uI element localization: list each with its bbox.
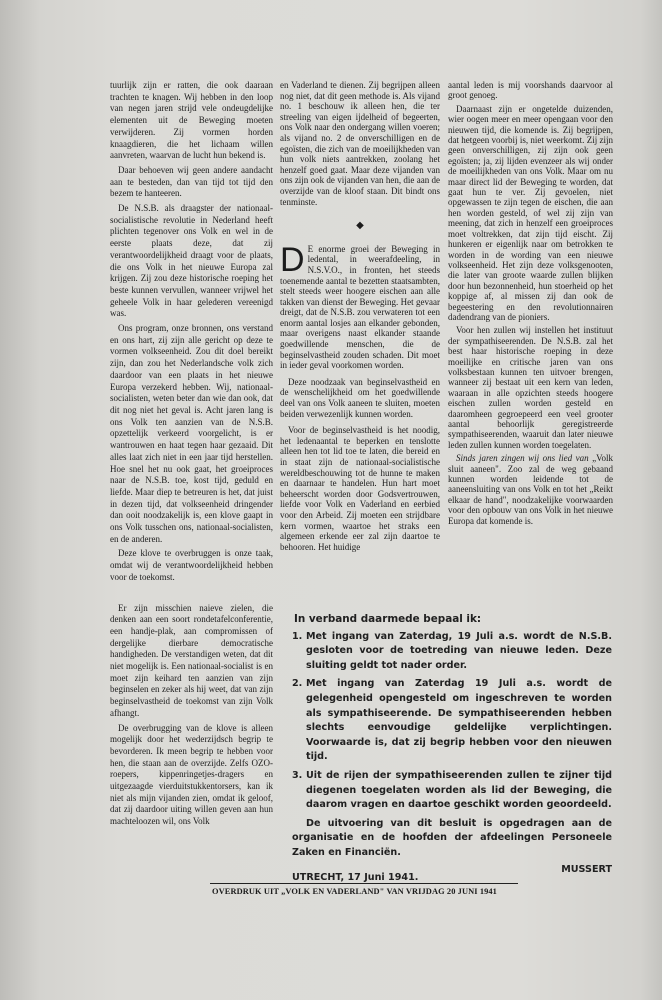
item-number: 2. (292, 678, 303, 690)
signature-row (292, 863, 612, 886)
right-column (448, 80, 613, 529)
decree-final: De uitvoering van dit besluit is opgedragen aan de organisatie en de hoofden der afdeelingen Personeele Zaken en Financiën. (292, 817, 612, 858)
paragraph: Deze noodzaak van beginselvastheid en de wenschelijkheid om het goedwillende deel van ons Volk aaneen te sluiten, moeten beiden verwezenlijk kunnen worden. (280, 376, 440, 419)
decree-item (292, 630, 612, 674)
signature: MUSSERT (561, 863, 612, 875)
paragraph: Daar behoeven wij geen andere aandacht aan te besteden, dan van tijd tot tijd den bezem te hanteeren. (110, 164, 273, 199)
paragraph-text: E enorme groei der Beweging in ledental, in weerafdeeling, in N.S.V.O., in fronten, het steeds toenemende aantal te bezetten staatsambten, stelt steeds weer hoogere eischen aan alle takken van dienst der Beweging. Het gevaar dreigt, dat de N.S.B. zou verwateren tot een enorm aantal losjes aan elkander gebonden, maar overigens naast elkander staande goedwillende menschen, die de beginselvastheid zouden schaden. Dit moet in ieder geval voorkomen worden. (280, 243, 440, 371)
footer-divider (210, 883, 518, 884)
decree-item (292, 769, 612, 813)
item-number: 1. (292, 630, 303, 642)
paragraph: Deze klove te overbruggen is onze taak, omdat wij de verantwoordelijkheid hebben voor de toekomst. (110, 548, 273, 582)
footer-text: OVERDRUK UIT „VOLK EN VADERLAND" VAN VRIJDAG 20 JUNI 1941 (212, 887, 497, 896)
paragraph: Er zijn misschien naieve zielen, die denken aan een soort rondetafelconferentie, een handje-plak, aan compromissen of dergelijke dierbare democratische handigheden. De verstandigen weten, dat dit niet mogelijk is. Een nationaal-socialist is en moet zijn keihard ten aanzien van zijn beginselen en zeker als hij weet, dat van zijn beginselvastheid de toekomst van zijn Volk afhangt. (110, 602, 273, 718)
decree-block (292, 612, 612, 885)
decree-item (292, 677, 612, 765)
paragraph: De N.S.B. als draagster der nationaal-socialistische revolutie in Nederland heeft plichten tegenover ons Volk en wel in de eerste plaats deze, dat zij verantwoordelijkheid draagt voor de plaats, die ons Volk in het nieuwe Europa zal krijgen. Zij zou deze historische roeping het beste kunnen vervullen, wanneer vrijwel het geheele Volk in haar gelederen vereenigd was. (110, 203, 273, 319)
paragraph: en Vaderland te dienen. Zij begrijpen alleen nog niet, dat dit geen methode is. Als vijand no. 1 beschouw ik alleen hen, die ter streeling van eigen ijdelheid of begeerten, ons Volk naar den ondergang willen voeren; als vijand no. 2 de onverschilligen en de egoïsten, die zich van de moeilijkheden van hun volk niets aantrekken, zoolang het henzelf goed gaat. Maar deze vijanden van ons zijn ook de vijanden van hen, die aan de overzijde van de kloof staan. Dit bindt ons tenminste. (280, 80, 440, 207)
middle-column (280, 80, 440, 555)
italic-text: Sinds jaren zingen wij ons lied van (456, 453, 589, 464)
paragraph: De overbrugging van de klove is alleen mogelijk door het wederzijdsch begrip te bevorderen. Ik meen begrip te hebben voor hen, die staan aan de overzijde. Zelfs OZO-roepers, kippenringetjes-dragers en uitgezaagde vierduitstukkentorsers, kan ik niet als mijn vijanden zien, omdat ik geloof, dat zij daardoor uiting willen geven aan hun machteloozen wil, ons Volk (110, 722, 273, 827)
decree-heading: In verband daarmede bepaal ik: (294, 613, 482, 625)
ornament-icon: ◆ (356, 220, 364, 232)
paragraph: aantal leden is mij voorshands daarvoor al groot genoeg. (448, 80, 613, 101)
item-text: Met ingang van Zaterdag 19 Juli a.s. wordt de gelegenheid opengesteld om ingeschreven te worden als sympathiseerende. De sympathiseerenden hebben slechts eenvoudige geldelijke verplichtingen. Voorwaarde is, dat zij begrip hebben voor den nieuwen tijd. (306, 678, 612, 763)
item-text: Uit de rijen der sympathiseerenden zullen te zijner tijd diegenen toegelaten worden als lid der Beweging, die daarom vragen en daartoe geschikt worden geoordeeld. (306, 769, 612, 811)
left-column (110, 80, 273, 831)
section-gap (110, 587, 273, 603)
item-text: Met ingang van Zaterdag, 19 Juli a.s. wordt de N.S.B. gesloten voor de toetreding van nieuwe leden. Deze sluiting geldt tot nader order. (306, 630, 612, 671)
paragraph-text: „Volk sluit aaneen". Zoo zal de weg gebaand kunnen worden leidende tot de aaneensluiting van ons Volk en tot het „Reikt elkaar de hand", noodzakelijke voorwaarden voor den opbouw van ons Volk in het nieuwe Europa dat komende is. (448, 453, 613, 526)
paragraph: Daarnaast zijn er ongetelde duizenden, wier oogen meer en meer opengaan voor den nieuwen tijd, die komende is. Zij begrijpen, dat hetgeen voorbij is, niet weerkomt. Zij zijn geen onverschilligen, zij zijn ook geen egoïsten; ja, zij lijden evenzeer als wij onder de moeilijkheden van ons Volk. Maar om nu maar direct lid der Beweging te worden, dat gaat hun te ver. Zij gevoelen, niet opgewassen te zijn tegen de eischen, die aan hen worden gesteld, of wel zij zijn van meening, dat zich in henzelf een groeiproces moet voltrekken, dat zijn tijd eischt. Zij hunkeren er eigenlijk naar om betrokken te worden in de wording van een nieuwe volkseenheid. Het zijn deze volksgenooten, die later van groote waarde zullen blijken door hun bezonnenheid, hun stoerheid op het koppige af, al missen zij dan ook de begeestering en den revolutionnairen dadendrang van de pioniers. (448, 103, 613, 322)
paragraph: Voor de beginselvastheid is het noodig, het ledenaantal te beperken en tenslotte alleen hen tot lid toe te laten, die bereid en in staat zijn de nationaal-socialistische wereldbeschouwing tot de hunne te maken en daarnaar te handelen. Hun hart moet beheerscht worden door Godsvertrouwen, liefde voor Volk en Vaderland en eerbied voor den Arbeid. Zij moeten een strijdbare kern vormen, waartoe het straks een algemeen erkende eer zal zijn daartoe te behooren. Het huidige (280, 425, 440, 552)
paragraph (448, 453, 613, 526)
paragraph: tuurlijk zijn er ratten, die ook daaraan trachten te knagen. Wij hebben in den loop van negen jaren strijd vele ondeugdelijke elementen uit de Beweging moeten verwijderen. Zij vormen horden knaagdieren, die het lichaam willen aanvreten, waarvan de lucht hun bekend is. (110, 80, 273, 161)
drop-cap: D (280, 240, 305, 279)
place-date: UTRECHT, 17 Juni 1941. (292, 871, 419, 883)
paragraph: Ons program, onze bronnen, ons verstand en ons hart, zij zijn alle gericht op deze te vormen volkseenheid. Zou dit doel bereikt zijn, dan zou het Nederlandsche volk zich daardoor van een plaats in het nieuwe Europa verzekerd hebben. Wij, nationaal-socialisten, weten beter dan wie dan ook, dat dit nog niet het geval is. Acht jaren lang is ons Volk ten aanzien van de N.S.B. opzettelijk verkeerd voorgelicht, is er wantrouwen en haat tegen haar gezaaid. Dit alles laat zich niet in een jaar tijd herstellen. Hoe snel het nu ook gaat, het groeiproces naar de N.S.B. toe, kost tijd, geduld en liefde. Maar diep te betreuren is het, dat juist in dezen tijd, dat volkseenheid dringender dan ooit noodzakelijk is, een klove gaapt in ons Volk tusschen ons, nationaal-socialisten, en de anderen. (110, 323, 273, 544)
item-number: 3. (292, 769, 303, 781)
paragraph-dropcap (280, 240, 440, 371)
paragraph: Voor hen zullen wij instellen het instituut der sympathiseerenden. De N.S.B. zal het best haar historische roeping in deze moeilijke en critische jaren van ons volksbestaan kunnen ten uitvoer brengen, wanneer zij bestaat uit een kern van leden, waaraan in alle opzichten steeds hoogere eischen zullen worden gesteld en daaromheen gegroepeerd een veel grooter aantal behoorlijk geregistreerde sympathiseerenden, waaruit dan later nieuwe leden zullen kunnen worden toegelaten. (448, 325, 613, 450)
